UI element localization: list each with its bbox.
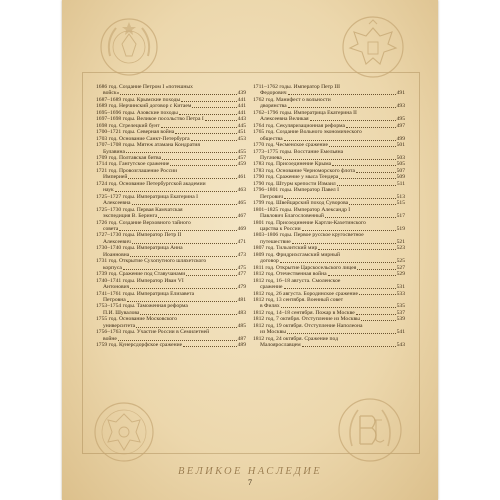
dot-leader: [361, 320, 396, 321]
toc-entry-title: 1801 год. Присоединение Картли-Кахетинского: [253, 219, 366, 226]
toc-entry-title: 1727–1730 годы. Император Петр II: [96, 232, 182, 239]
toc-entry-title: 1812 год, 16–18 августа. Смоленское: [253, 277, 341, 284]
toc-entry-page: 499: [396, 135, 405, 142]
dot-leader: [284, 198, 396, 199]
toc-entry-page: 527: [396, 264, 405, 271]
dot-leader: [302, 346, 396, 347]
dot-leader: [280, 262, 396, 263]
toc-entry-title: 1686 год. Создание Петром I «потешных: [96, 84, 193, 90]
dot-leader: [287, 333, 396, 334]
toc-entry-page: 505: [396, 161, 405, 168]
dot-leader: [328, 275, 396, 276]
toc-entry-title: 1770 год. Чесменское сражение: [253, 142, 328, 149]
toc-entry-title: 1807 год. Тильзитский мир: [253, 245, 318, 252]
imperial-eagle-icon: [340, 14, 406, 80]
toc-entry-title: 1700–1721 годы. Северная война: [96, 129, 175, 136]
dot-leader: [288, 107, 396, 108]
dot-leader: [127, 301, 237, 302]
toc-entry-title: 1755 год. Основание Московского: [96, 316, 178, 323]
toc-entry-title: 1783 год. Присоединение Крыма: [253, 161, 332, 168]
toc-entry-page: 497: [396, 122, 405, 129]
toc-entry-title: царства к России: [260, 225, 301, 232]
toc-entry-title: 1703 год. Основание Санкт-Петербурга: [96, 135, 190, 142]
dot-leader: [119, 230, 236, 231]
dot-leader: [302, 230, 396, 231]
toc-entry-title: университета: [103, 322, 136, 329]
toc-entry-page: 483: [237, 309, 246, 316]
dot-leader: [318, 249, 395, 250]
toc-entry-page: 521: [396, 238, 405, 245]
toc-entry-title: 1753–1754 годы. Таможенная реформа: [96, 303, 188, 310]
toc-entry-page: 507: [396, 167, 405, 174]
toc-entry-page: 513: [396, 193, 405, 200]
dot-leader: [329, 146, 396, 147]
toc-entry-title: Иоанновна: [103, 251, 130, 258]
toc-entry-page: 487: [237, 335, 246, 342]
toc-entry-page: 535: [396, 303, 405, 310]
dot-leader: [132, 204, 237, 205]
dot-leader: [356, 172, 396, 173]
toc-entry-title: 1756–1763 годы. Участие России в Семилетней: [96, 329, 210, 336]
toc-entry-title: 1812 год, 19 октября. Отступление Наполеона: [253, 322, 363, 329]
toc-entry-page: 543: [396, 342, 405, 349]
toc-entry-title: сражение: [260, 284, 283, 291]
dot-leader: [170, 165, 236, 166]
toc-column-left: [96, 84, 246, 349]
toc-entry-page: 529: [396, 271, 405, 278]
toc-entry-title: 1812 год, 13 сентября. Военный совет: [253, 296, 344, 303]
toc-entry-page: 481: [237, 296, 246, 303]
toc-entry-page: 441: [237, 96, 246, 103]
dot-leader: [115, 191, 237, 192]
toc-entry-page: 517: [396, 213, 405, 220]
dot-leader: [284, 140, 396, 141]
toc-entry-title: Федорович: [260, 90, 287, 97]
toc-entry-title: 1773–1775 годы. Восстание Емельяна: [253, 148, 344, 155]
toc-entry-title: 1739 год. Сражение под Ставучанами: [96, 271, 186, 278]
toc-entry-title: 1812 год, 14–18 сентября. Пожар в Москве: [253, 309, 355, 316]
toc-entry-page: 441: [237, 103, 246, 110]
page-number: 7: [248, 478, 252, 487]
toc-entry-page: 463: [237, 187, 246, 194]
toc-entry-page: 533: [396, 290, 405, 297]
dot-leader: [359, 294, 396, 295]
toc-entry-page: 493: [396, 103, 405, 110]
toc-entry-title: 1709 год. Полтавская битва: [96, 154, 162, 161]
toc-entry-page: 465: [237, 200, 246, 207]
dot-leader: [126, 152, 237, 153]
toc-entry-page: 469: [237, 225, 246, 232]
toc-entry-page: 531: [396, 284, 405, 291]
toc-entry-page: 503: [396, 154, 405, 161]
toc-entry-page: 501: [396, 142, 405, 149]
dot-leader: [123, 269, 237, 270]
toc-entry-title: 1796–1801 годы. Император Павел I: [253, 187, 339, 194]
dot-leader: [191, 140, 237, 141]
old-coat-of-arms-icon: [92, 400, 156, 464]
toc-entry-title: войне: [103, 335, 117, 342]
toc-entry-title: дворянства: [260, 103, 287, 110]
toc-entry-title: Петрович: [260, 193, 284, 200]
toc-entry-page: 491: [396, 90, 405, 97]
toc-entry-page: 467: [237, 213, 246, 220]
toc-entry-title: корпуса: [103, 264, 122, 271]
toc-entry: [253, 342, 405, 348]
dot-leader: [130, 256, 236, 257]
dot-leader: [128, 178, 236, 179]
toc-entry-page: 461: [237, 174, 246, 181]
toc-entry-page: 441: [237, 109, 246, 116]
dot-leader: [288, 94, 396, 95]
dot-leader: [162, 159, 237, 160]
dot-leader: [339, 178, 395, 179]
toc-entry-title: войск»: [103, 90, 120, 97]
toc-entry-title: 1714 год. Гангутское сражение: [96, 161, 170, 168]
toc-entry-title: 1687–1689 годы. Крымские походы: [96, 96, 181, 103]
dot-leader: [132, 243, 237, 244]
toc-entry-title: 1801–1825 годы. Император Александр I: [253, 206, 351, 213]
dot-leader: [325, 217, 396, 218]
toc-entry-title: 1689 год. Нерчинский договор с Китаем: [96, 103, 192, 110]
dot-leader: [205, 120, 237, 121]
toc-entry-title: Империей: [103, 174, 128, 181]
toc-entry-title: Антонович: [103, 284, 130, 291]
toc-entry-page: 459: [237, 161, 246, 168]
toc-entry-title: 1812 год, 26 августа. Бородинское сражение: [253, 290, 358, 297]
toc-entry-title: Пугачева: [260, 154, 282, 161]
toc-entry-title: Павлович Благословенный: [260, 213, 324, 220]
toc-entry-page: 495: [396, 116, 405, 123]
toc-entry-page: 453: [237, 135, 246, 142]
dot-leader: [158, 217, 236, 218]
toc-entry-title: 1721 год. Провозглашение России: [96, 167, 178, 174]
toc-entry-title: 1764 год. Секуляризационная реформа: [253, 122, 346, 129]
dot-leader: [175, 133, 236, 134]
toc-entry-page: 471: [237, 238, 246, 245]
toc-entry-title: 1783 год. Основание Черноморского флота: [253, 167, 356, 174]
toc-entry-title: в Филях: [260, 303, 280, 310]
dot-leader: [292, 243, 396, 244]
toc-entry-title: 1812 год, 7 октября. Отступление из Москвы: [253, 316, 360, 323]
toc-entry-page: 479: [237, 284, 246, 291]
toc-column-right: [253, 84, 405, 349]
toc-entry-title: 1790 год. Штурм крепости Измаил: [253, 180, 336, 187]
toc-entry-title: 1731 год. Открытие Сухопутного шляхетского: [96, 258, 207, 265]
toc-entry-page: 473: [237, 251, 246, 258]
toc-entry-title: 1790 год. Сражение у мыса Тендера: [253, 174, 339, 181]
toc-entry-title: договор: [260, 258, 279, 265]
toc-entry-title: 1730–1740 годы. Императрица Анна: [96, 245, 183, 252]
toc-entry-page: 451: [237, 129, 246, 136]
dot-leader: [357, 269, 395, 270]
toc-entry-page: 445: [237, 122, 246, 129]
toc-entry-page: 455: [237, 148, 246, 155]
dot-leader: [356, 314, 396, 315]
toc-entry-page: 515: [396, 200, 405, 207]
toc-entry-page: 523: [396, 245, 405, 252]
dot-leader: [118, 340, 237, 341]
toc-entry-title: 1803–1806 годы. Первое русское кругосветное: [253, 232, 364, 239]
toc-entry-page: 489: [237, 342, 246, 349]
dot-leader: [179, 114, 237, 115]
dot-leader: [310, 120, 396, 121]
dot-leader: [192, 107, 236, 108]
toc-entry-title: 1740–1741 годы. Император Иван VI: [96, 277, 184, 284]
toc-entry-title: 1812 год. Отечественная война: [253, 271, 327, 278]
dot-leader: [181, 101, 236, 102]
toc-entry-page: 525: [396, 258, 405, 265]
toc-entry-title: Алексеевич: [103, 238, 131, 245]
toc-entry-title: 1812 год, 24 октября. Сражение под: [253, 335, 339, 342]
toc-entry-title: 1741–1761 годы. Императрица Елизавета: [96, 290, 195, 297]
toc-entry-title: 1697–1698 годы. Великое посольство Петра I: [96, 116, 204, 123]
dot-leader: [281, 307, 396, 308]
toc-entry-page: 475: [237, 264, 246, 271]
toc-entry-title: наук: [103, 187, 114, 194]
toc-entry-title: Алексеевна: [103, 200, 131, 207]
soviet-emblem-icon: [98, 16, 160, 78]
toc-entry-title: Малоярославцем: [260, 342, 301, 349]
toc-entry-title: 1707–1708 годы. Мятеж атамана Кондратия: [96, 142, 200, 149]
toc-entry-title: общества: [260, 135, 283, 142]
monogram-icon: [336, 396, 404, 464]
dot-leader: [337, 185, 396, 186]
book-page: [62, 0, 438, 500]
toc-entry-title: 1724 год. Основание Петербургской академии: [96, 180, 206, 187]
toc-entry-title: из Москвы: [260, 329, 286, 336]
toc-entry-page: 509: [396, 174, 405, 181]
toc-entry-page: 477: [237, 271, 246, 278]
toc-entry-page: 485: [237, 322, 246, 329]
toc-entry-page: 443: [237, 116, 246, 123]
dot-leader: [120, 94, 236, 95]
toc-entry-title: Алексеевна Великая: [260, 116, 309, 123]
toc-entry-page: 519: [396, 225, 405, 232]
toc-entry-title: 1698 год. Стрелецкий бунт: [96, 122, 160, 129]
dot-leader: [136, 327, 237, 328]
dot-leader: [346, 127, 396, 128]
dot-leader: [283, 159, 396, 160]
toc-entry-page: 539: [396, 316, 405, 323]
toc-entry-title: 1726 год. Создание Верховного тайного: [96, 219, 191, 226]
toc-entry-page: 511: [396, 180, 405, 187]
toc-entry-title: 1762–1796 годы. Императрица Екатерина II: [253, 109, 357, 116]
toc-entry-page: 457: [237, 154, 246, 161]
dot-leader: [183, 346, 236, 347]
dot-leader: [332, 165, 396, 166]
footer-title: ВЕЛИКОЕ НАСЛЕДИЕ: [177, 466, 323, 477]
toc-entry-title: 1695–1696 годы. Азовские походы: [96, 109, 178, 116]
toc-entry-title: Петровна: [103, 296, 126, 303]
toc-entry-title: 1799 год. Швейцарский поход Суворова: [253, 200, 349, 207]
toc-entry-page: 439: [237, 90, 246, 97]
dot-leader: [284, 288, 396, 289]
dot-leader: [130, 288, 236, 289]
toc-entry-title: 1711–1762 годы. Император Петр III: [253, 84, 340, 90]
toc-entry-title: 1811 год. Открытие Царскосельского лицея: [253, 264, 357, 271]
dot-leader: [349, 204, 395, 205]
toc-entry-title: 1809 год. Фридрихсгамский мирный: [253, 251, 340, 258]
toc-entry-title: 1725–1727 годы. Императрица Екатерина I: [96, 193, 198, 200]
dot-leader: [140, 314, 236, 315]
toc-entry-title: экспедиция В. Беринга: [103, 213, 158, 220]
toc-entry-title: 1725–1730 годы. Первая Камчатская: [96, 206, 183, 213]
toc-entry-page: 537: [396, 309, 405, 316]
toc-entry-title: совета: [103, 225, 119, 232]
toc-entry-page: 541: [396, 329, 405, 336]
dot-leader: [161, 127, 237, 128]
toc-entry-title: 1765 год. Создание Вольного экономического: [253, 129, 362, 136]
dot-leader: [186, 275, 236, 276]
toc-entry-title: путешествие: [260, 238, 291, 245]
toc-entry: [96, 342, 246, 348]
toc-entry-title: 1759 год. Кунерсдорфское сражение: [96, 342, 183, 349]
toc-entry-title: Булавина: [103, 148, 126, 155]
toc-entry-title: 1762 год. Манифест о вольности: [253, 96, 331, 103]
toc-entry-title: П.И. Шувалова: [103, 309, 140, 316]
